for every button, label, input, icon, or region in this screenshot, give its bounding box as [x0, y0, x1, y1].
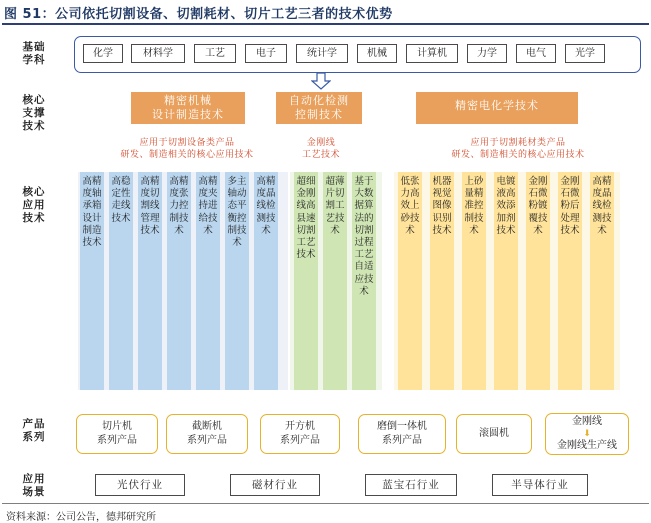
product-subtitle: 系列产品 [382, 435, 422, 446]
scene-photovoltaic: 光伏行业 [95, 474, 185, 496]
app-tech-label: 超薄片切割工艺技术 [325, 176, 345, 236]
product-name: 金刚线 [572, 416, 602, 427]
discipline-item: 化学 [83, 44, 123, 63]
app-tech-label: 低张力高效上砂技术 [400, 176, 420, 236]
down-arrow-icon [311, 72, 331, 90]
apply-note-process: 金刚线 工艺技术 [301, 138, 340, 160]
app-tech-label: 高精度张力控制技术 [169, 176, 189, 236]
app-tech-label: 上砂量精准控制技术 [464, 176, 484, 236]
app-tech-label: 电镀液高效添加剂技术 [496, 176, 516, 236]
app-tech-column [430, 172, 454, 390]
product-rounder [456, 414, 532, 454]
product-name: 滚圆机 [479, 428, 509, 439]
app-tech-column [590, 172, 614, 390]
product-name: 磨倒一体机 [377, 421, 427, 432]
discipline-item: 电气 [516, 44, 556, 63]
app-tech-label: 多主轴动态平衡控制技术 [227, 176, 247, 249]
row-label-products: 产品 系列 [22, 418, 46, 443]
app-tech-label: 高精度晶线检测技术 [256, 176, 276, 236]
row-label-app: 核心 应用 技术 [22, 186, 46, 224]
app-tech-column [254, 172, 278, 390]
app-tech-column [225, 172, 249, 390]
product-squarer [260, 414, 340, 454]
product-subtitle: 系列产品 [97, 435, 137, 446]
row-label-core: 核心 支撑 技术 [22, 94, 46, 132]
app-tech-label: 超细金刚线高县速切割工艺技术 [296, 176, 316, 261]
product-grinder [358, 414, 446, 454]
app-tech-label: 机器视觉图像识别技术 [432, 176, 452, 236]
figure-title: 图 51：公司依托切割设备、切割耗材、切片工艺三者的技术优势 [4, 7, 393, 22]
app-tech-label: 金刚石微粉镀覆技术 [528, 176, 548, 236]
discipline-item: 计算机 [406, 44, 458, 63]
app-tech-column [167, 172, 191, 390]
product-slicer [76, 414, 158, 454]
product-name: 开方机 [285, 421, 315, 432]
product-subtitle: 金刚线生产线 [557, 440, 617, 451]
scene-semiconductor: 半导体行业 [492, 474, 588, 496]
app-tech-column [352, 172, 376, 390]
app-tech-column [526, 172, 550, 390]
app-tech-column [294, 172, 318, 390]
app-tech-label: 高精度晶线检测技术 [592, 176, 612, 236]
discipline-item: 机械 [357, 44, 397, 63]
discipline-item: 统计学 [296, 44, 348, 63]
product-name: 切片机 [102, 421, 132, 432]
app-tech-column [558, 172, 582, 390]
arrow-down-icon: ⬇ [583, 429, 591, 439]
discipline-item: 材料学 [131, 44, 185, 63]
footer-rule [2, 503, 649, 504]
apply-note-equipment: 应用于切割设备类产品 研发、制造相关的核心应用技术 [120, 138, 254, 160]
row-label-scenes: 应用 场景 [22, 473, 46, 498]
app-tech-column [109, 172, 133, 390]
app-tech-label: 高精度轴承箱设计制造技术 [82, 176, 102, 249]
row-label-base: 基础 学科 [22, 41, 46, 66]
app-tech-label: 高稳定性走线技术 [111, 176, 131, 224]
app-tech-column [494, 172, 518, 390]
app-tech-column [398, 172, 422, 390]
app-tech-column [80, 172, 104, 390]
source-note: 资料来源：公司公告，德邦研究所 [6, 512, 156, 523]
scene-magnetic: 磁材行业 [230, 474, 320, 496]
app-tech-column [462, 172, 486, 390]
app-tech-column [138, 172, 162, 390]
core-tech-automation: 自动化检测 控制技术 [276, 92, 362, 124]
core-tech-mechanical: 精密机械 设计制造技术 [131, 92, 245, 124]
discipline-item: 力学 [467, 44, 507, 63]
scene-sapphire: 蓝宝石行业 [365, 474, 457, 496]
product-name: 截断机 [192, 421, 222, 432]
app-tech-column [323, 172, 347, 390]
app-tech-label: 高精度切割线管理技术 [140, 176, 160, 236]
product-subtitle: 系列产品 [280, 435, 320, 446]
apply-note-consumables: 应用于切割耗材类产品 研发、制造相关的核心应用技术 [451, 138, 585, 160]
discipline-item: 工艺 [194, 44, 236, 63]
discipline-item: 电子 [245, 44, 287, 63]
title-rule [2, 23, 649, 25]
app-tech-label: 基于大数据算法的切割过程工艺自适应技术 [354, 176, 374, 297]
product-diamond-wire [545, 413, 629, 455]
discipline-item: 光学 [565, 44, 605, 63]
app-tech-label: 高精度夹持进给技术 [198, 176, 218, 236]
app-tech-column [196, 172, 220, 390]
app-tech-label: 金刚石微粉后处理技术 [560, 176, 580, 236]
core-tech-electrochemical: 精密电化学技术 [416, 92, 578, 124]
product-subtitle: 系列产品 [187, 435, 227, 446]
product-cutter [166, 414, 248, 454]
